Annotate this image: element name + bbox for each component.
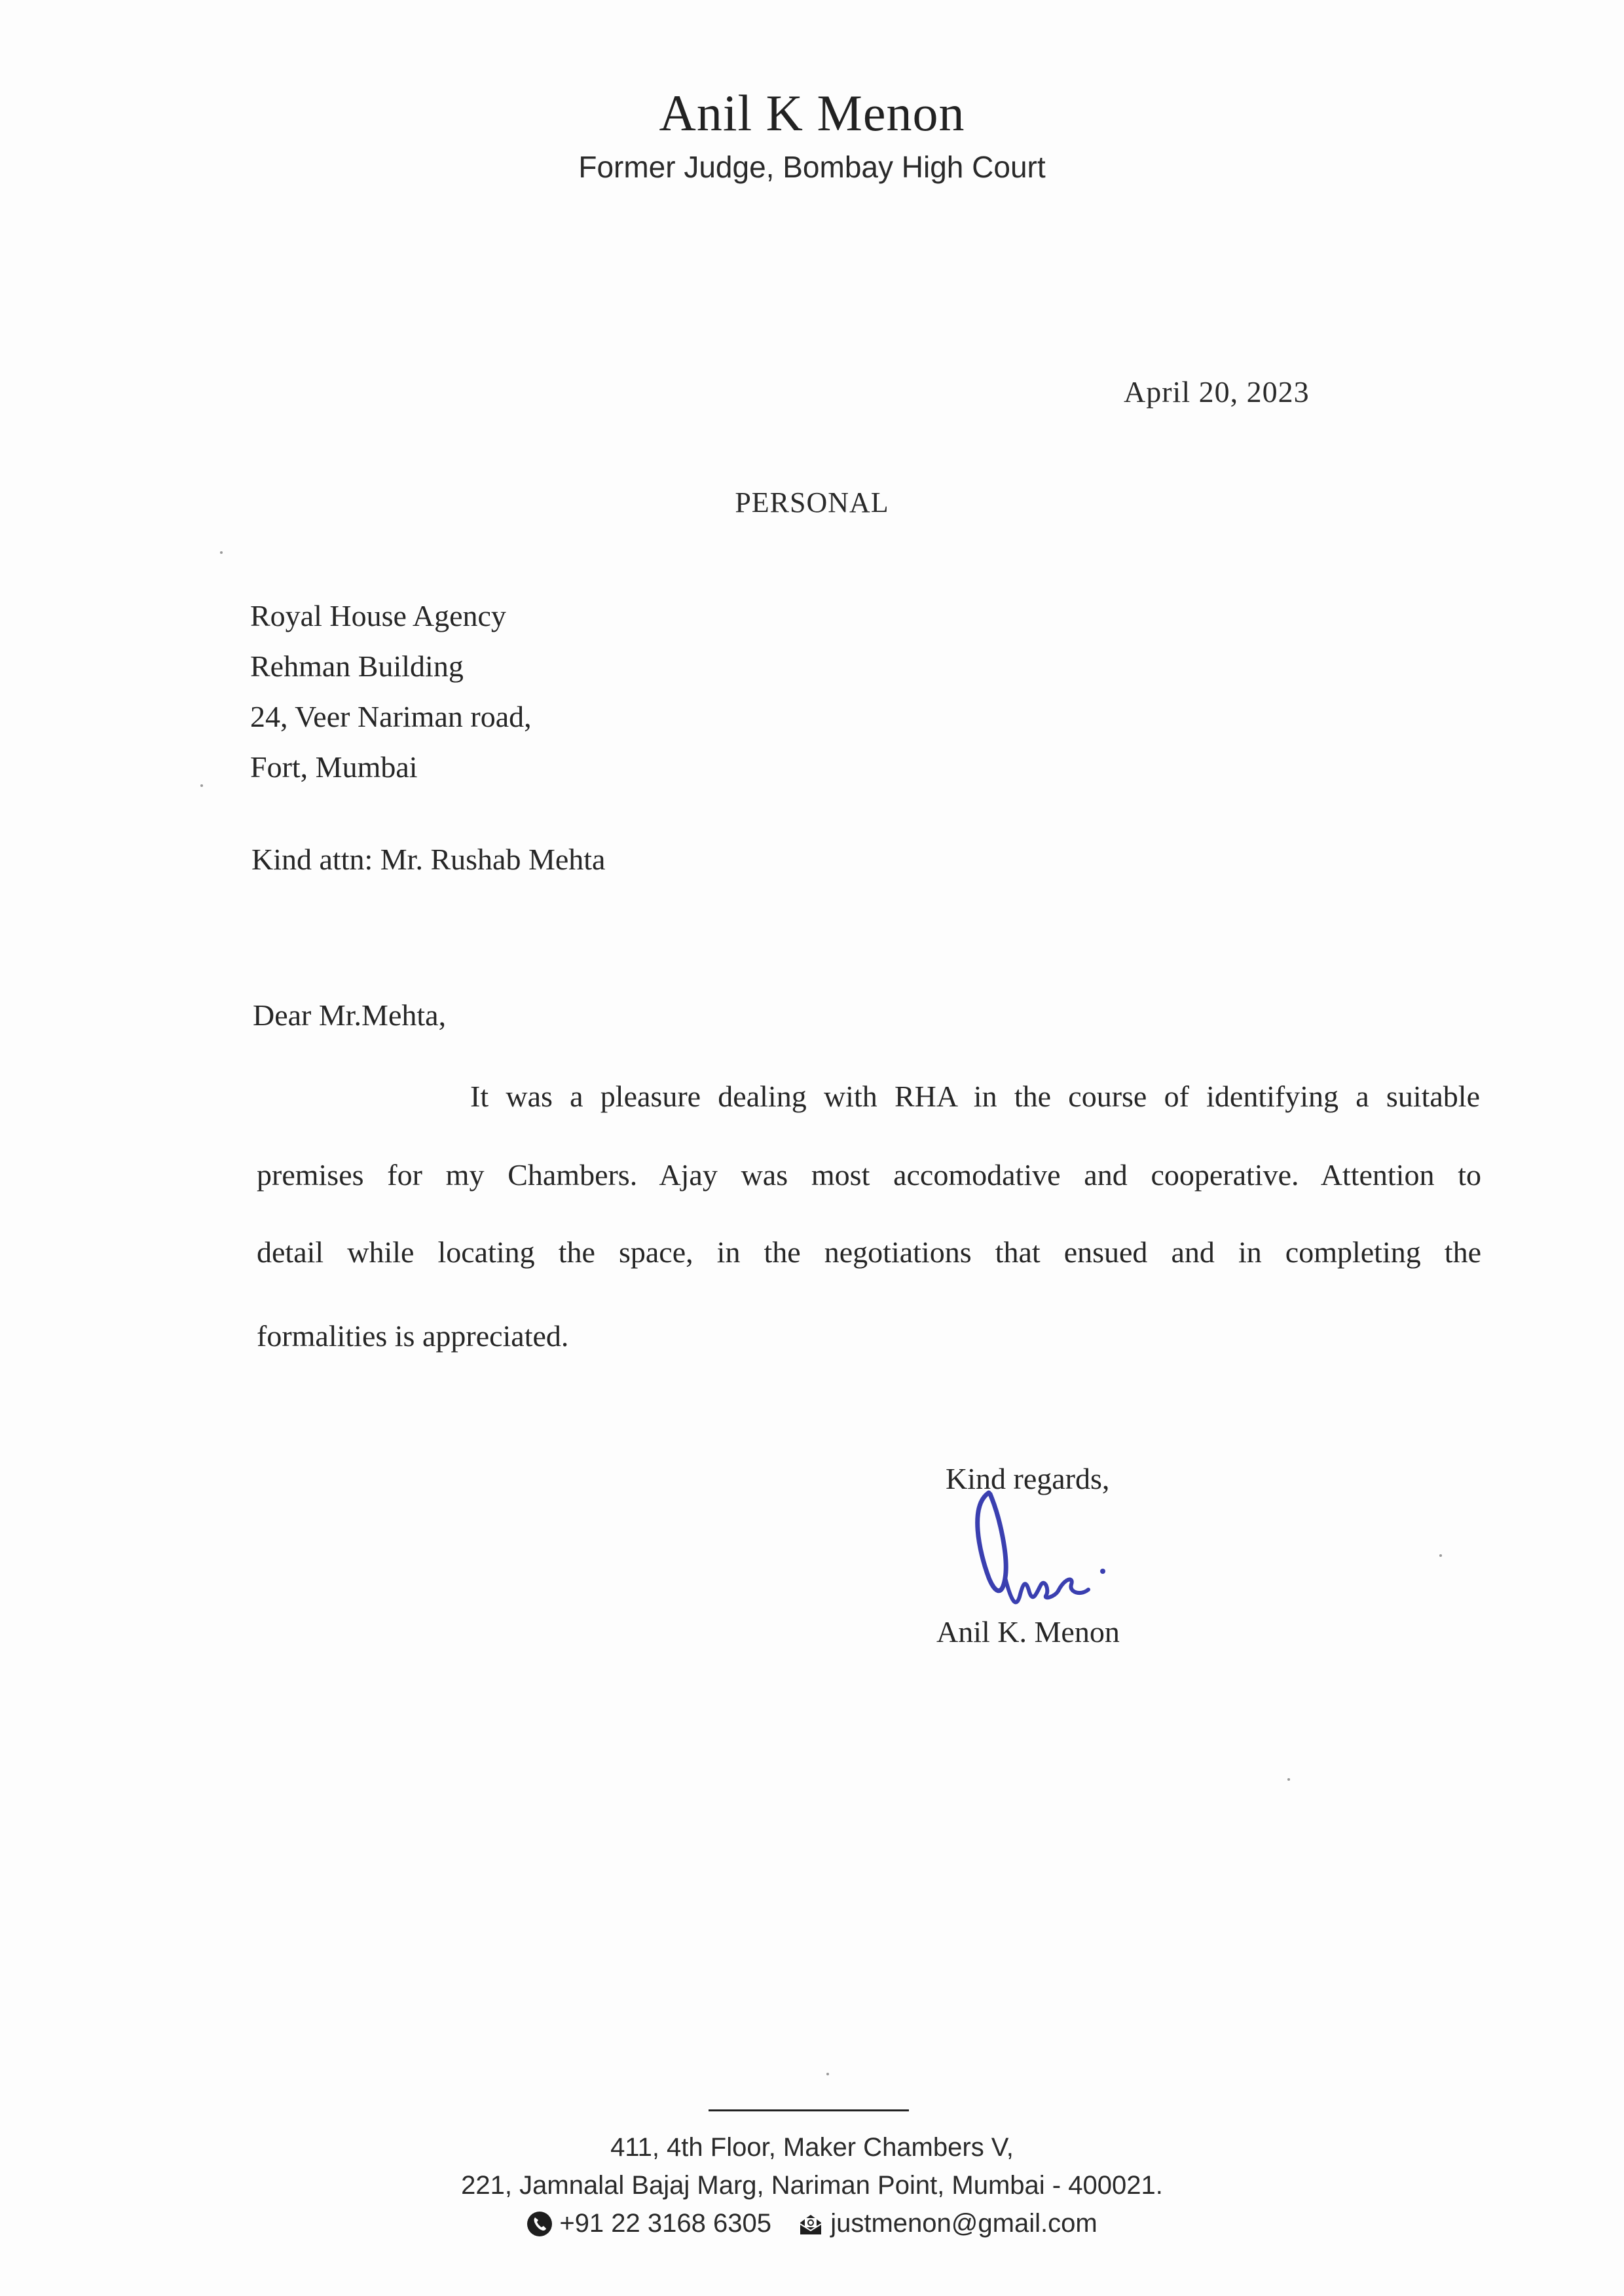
scan-speck	[1439, 1554, 1442, 1557]
footer-address-line-2: 221, Jamnalal Bajaj Marg, Nariman Point, Mumbai - 400021.	[461, 2171, 1163, 2200]
address-line: 24, Veer Nariman road,	[250, 700, 532, 733]
letter-date: April 20, 2023	[1124, 375, 1310, 409]
letterhead-name: Anil K Menon	[659, 84, 965, 141]
footer-address-line-1: 411, 4th Floor, Maker Chambers V,	[610, 2133, 1014, 2162]
scan-speck	[220, 551, 223, 554]
email-icon	[798, 2211, 824, 2237]
email-contact	[798, 2209, 1097, 2238]
footer-contact	[0, 2209, 1624, 2244]
signatory-name: Anil K. Menon	[936, 1615, 1120, 1649]
body-line: formalities is appreciated.	[257, 1319, 569, 1353]
handwritten-signature	[943, 1480, 1139, 1624]
closing: Kind regards,	[946, 1462, 1110, 1495]
scan-speck	[826, 2073, 829, 2075]
scan-speck	[200, 784, 203, 787]
address-line: Rehman Building	[250, 649, 464, 683]
phone-icon	[526, 2211, 553, 2237]
body-line: detail while locating the space, in the negotiations that ensued and in completing the	[257, 1235, 1481, 1269]
footer-divider	[709, 2109, 909, 2111]
attention-line: Kind attn: Mr. Rushab Mehta	[251, 843, 606, 876]
phone-contact	[526, 2209, 771, 2238]
letterhead-title: Former Judge, Bombay High Court	[578, 150, 1046, 184]
salutation: Dear Mr.Mehta,	[253, 998, 447, 1032]
phone-number: +91 22 3168 6305	[559, 2209, 771, 2238]
body-line: premises for my Chambers. Ajay was most accomodative and cooperative. Attention to	[257, 1158, 1481, 1192]
email-address: justmenon@gmail.com	[830, 2209, 1098, 2238]
address-line: Fort, Mumbai	[250, 750, 418, 784]
recipient-address	[250, 591, 532, 792]
body-line: It was a pleasure dealing with RHA in the course of identifying a suitable	[470, 1080, 1480, 1113]
scan-speck	[1287, 1778, 1290, 1781]
address-line: Royal House Agency	[250, 599, 506, 632]
personal-marking: PERSONAL	[735, 486, 889, 519]
